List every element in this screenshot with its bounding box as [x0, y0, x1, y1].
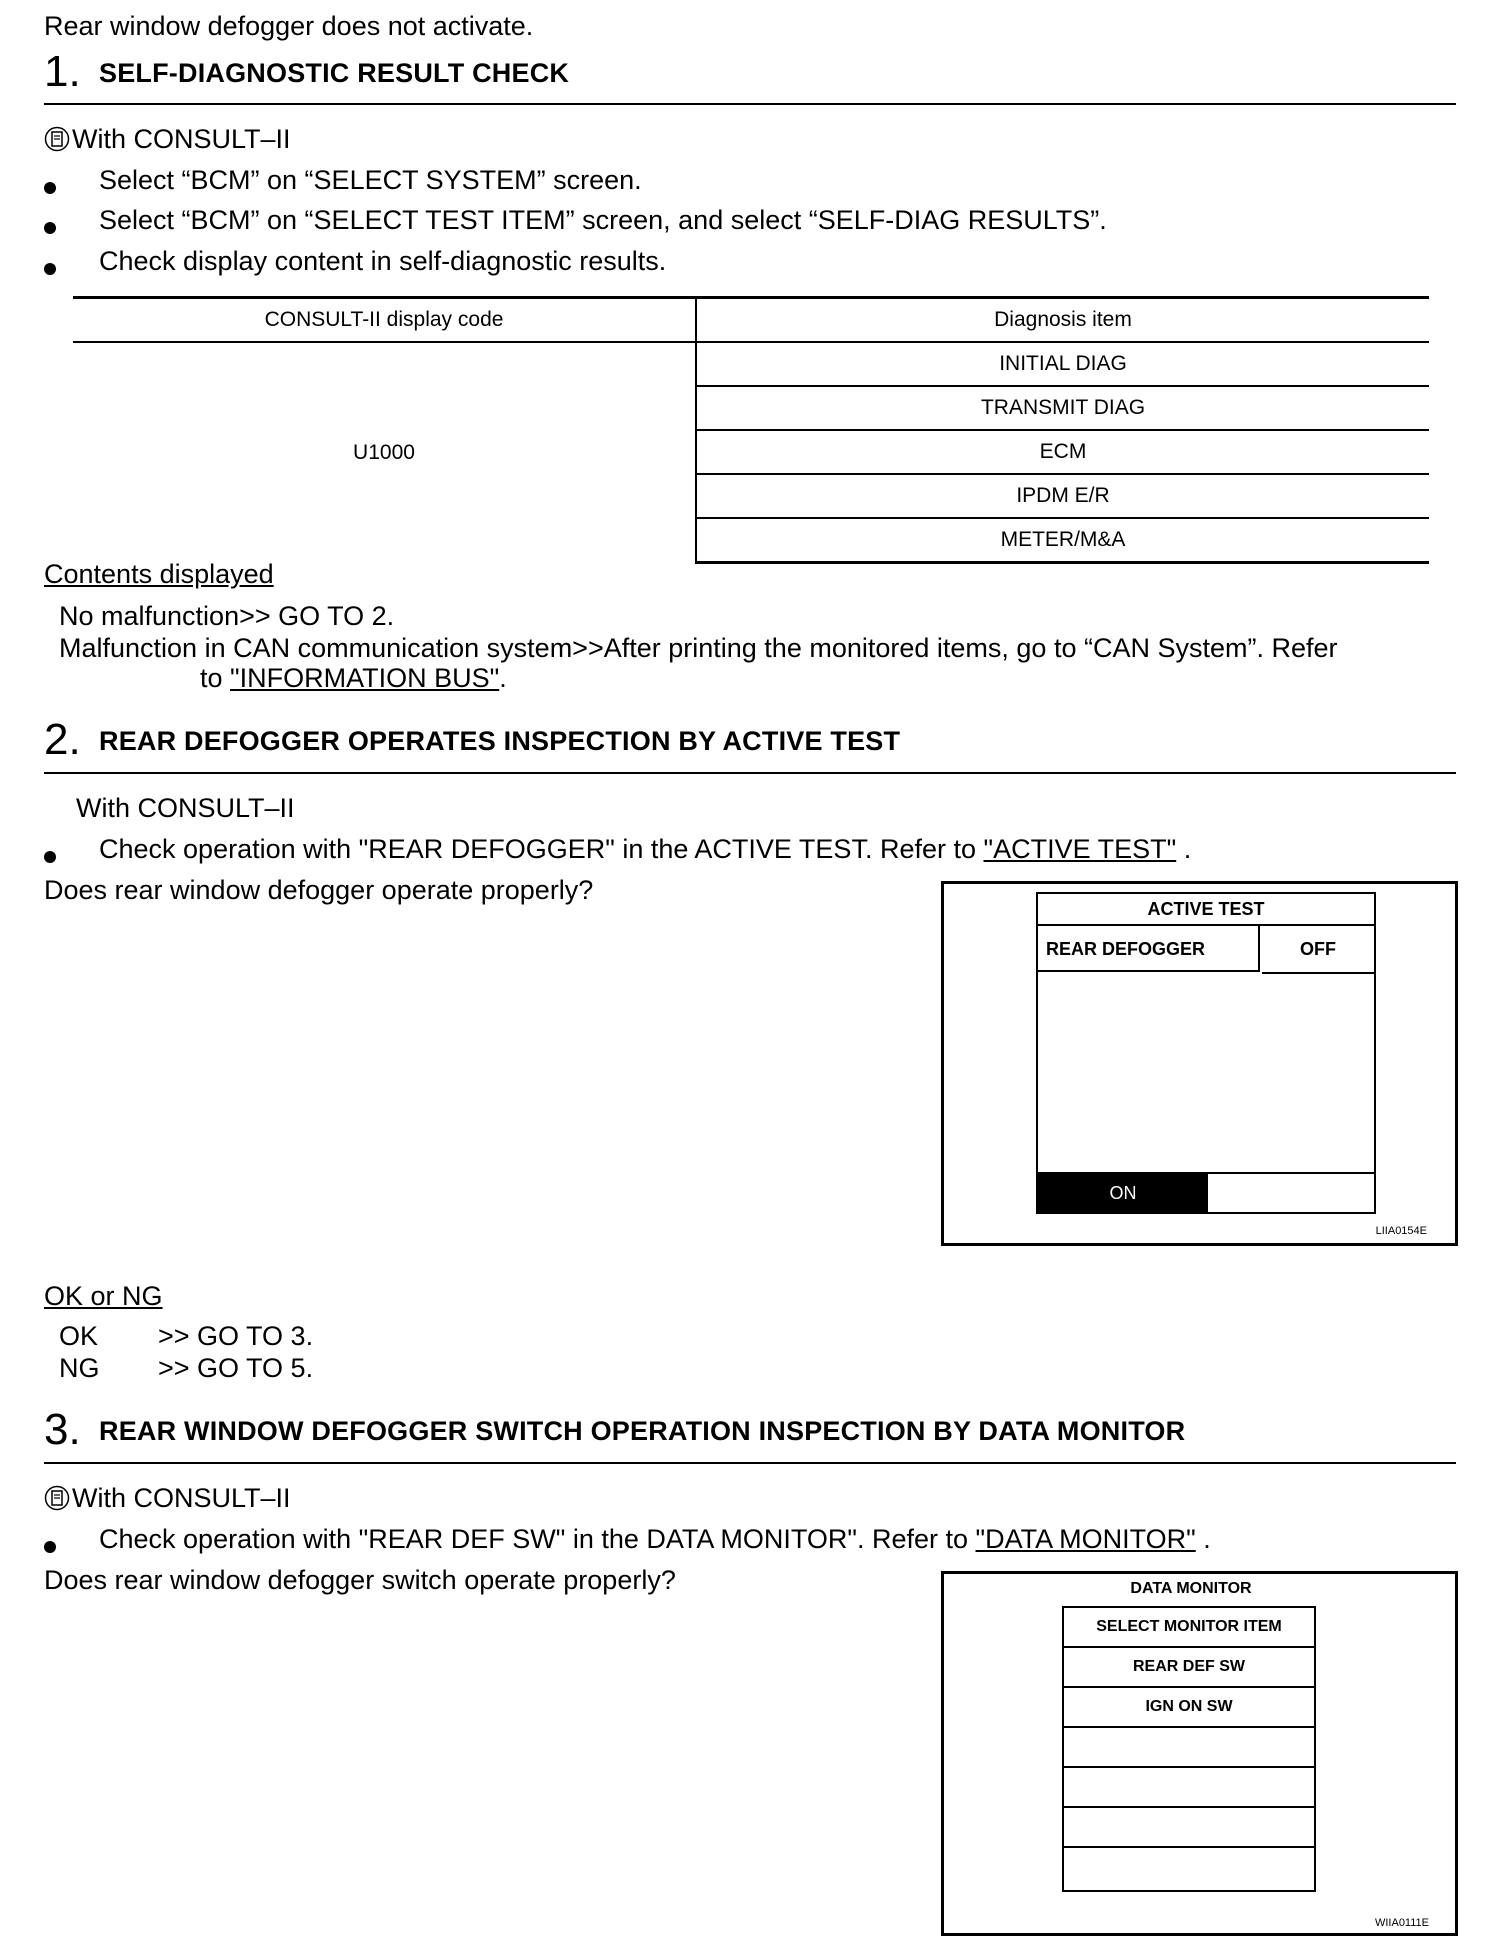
section-3-number: 3. — [44, 1405, 81, 1454]
monitor-row-empty — [1064, 1728, 1314, 1768]
section-3-question: Does rear window defogger switch operate properly? — [44, 1565, 676, 1595]
diagnosis-table — [73, 296, 1429, 564]
section-3-title: REAR WINDOW DEFOGGER SWITCH OPERATION INSPECTION BY DATA MONITOR — [99, 1416, 1186, 1446]
section-2-bullet — [99, 833, 1191, 865]
section-3-rule — [44, 1462, 1456, 1464]
ok-or-ng-heading: OK or NG — [44, 1281, 163, 1311]
monitor-row-rear-def-sw[interactable]: REAR DEF SW — [1064, 1648, 1314, 1688]
bullet-dot — [44, 1541, 56, 1553]
monitor-row-empty — [1064, 1808, 1314, 1848]
data-monitor-screen — [1062, 1606, 1316, 1892]
section-1-rule — [44, 103, 1456, 105]
consult-icon — [44, 126, 70, 152]
ok-label: OK — [59, 1321, 99, 1351]
table-cell-item: METER/M&A — [696, 518, 1429, 563]
section-1-tool-label: With CONSULT–II — [72, 124, 291, 154]
active-test-link[interactable]: "ACTIVE TEST" — [983, 834, 1177, 864]
section-2-bullet-end: . — [1176, 834, 1192, 864]
table-header-item: Diagnosis item — [696, 298, 1429, 343]
figure-id: LIIA0154E — [1375, 1225, 1427, 1237]
data-monitor-figure — [941, 1571, 1458, 1936]
section-3-bullet-end: . — [1195, 1524, 1211, 1554]
result-ref-prefix: to — [200, 663, 231, 693]
monitor-row-select-item[interactable]: SELECT MONITOR ITEM — [1064, 1608, 1314, 1648]
table-header-code: CONSULT-II display code — [73, 298, 696, 343]
bullet-dot — [44, 851, 56, 863]
section-1-tool-line — [44, 123, 291, 155]
bullet-dot — [44, 263, 56, 275]
figure-id: WIIA0111E — [1374, 1917, 1429, 1929]
section-2-rule — [44, 772, 1456, 774]
section-3-bullet — [99, 1523, 1211, 1555]
section-3-bullet-text: Check operation with "REAR DEF SW" in the DATA MONITOR". Refer to — [99, 1524, 976, 1554]
bullet-dot — [44, 222, 56, 234]
result-no-malfunction: No malfunction>> GO TO 2. — [59, 601, 395, 631]
table-cell-item: ECM — [696, 430, 1429, 474]
data-monitor-link[interactable]: "DATA MONITOR" — [975, 1524, 1196, 1554]
ng-label: NG — [59, 1353, 100, 1383]
section-2-number: 2. — [44, 715, 81, 764]
monitor-row-ign-on-sw[interactable]: IGN ON SW — [1064, 1688, 1314, 1728]
ng-action: >> GO TO 5. — [158, 1353, 314, 1383]
result-ref-end: . — [499, 663, 507, 693]
table-header-row — [73, 298, 1429, 343]
section-3-tool-line — [44, 1482, 291, 1514]
result-malfunction-ref — [200, 662, 507, 694]
intro-text: Rear window defogger does not activate. — [44, 11, 534, 41]
table-cell-item: IPDM E/R — [696, 474, 1429, 518]
section-1-bullet-1: Select “BCM” on “SELECT SYSTEM” screen. — [99, 165, 642, 195]
section-2-tool-label: With CONSULT–II — [76, 793, 295, 823]
table-cell-item: INITIAL DIAG — [696, 342, 1429, 386]
active-test-header: ACTIVE TEST — [1038, 894, 1374, 926]
ok-action: >> GO TO 3. — [158, 1321, 314, 1351]
monitor-row-empty — [1064, 1768, 1314, 1808]
section-2-title: REAR DEFOGGER OPERATES INSPECTION BY ACTIVE TEST — [99, 726, 901, 756]
result-malfunction: Malfunction in CAN communication system>>After printing the monitored items, go to “CAN System”. Refer — [59, 633, 1338, 663]
section-1-number: 1. — [44, 47, 81, 96]
active-test-on-button[interactable]: ON — [1038, 1174, 1208, 1212]
table-cell-item: TRANSMIT DIAG — [696, 386, 1429, 430]
section-2-bullet-text: Check operation with "REAR DEFOGGER" in the ACTIVE TEST. Refer to — [99, 834, 984, 864]
table-row — [73, 342, 1429, 386]
active-test-screen — [1036, 892, 1376, 1214]
active-test-figure — [941, 881, 1458, 1246]
section-3-tool-label: With CONSULT–II — [72, 1483, 291, 1513]
section-1-bullet-3: Check display content in self-diagnostic results. — [99, 246, 667, 276]
table-cell-code: U1000 — [73, 342, 696, 563]
bullet-dot — [44, 182, 56, 194]
section-1-bullet-2: Select “BCM” on “SELECT TEST ITEM” screen, and select “SELF-DIAG RESULTS”. — [99, 205, 1107, 235]
information-bus-link[interactable]: "INFORMATION BUS" — [230, 663, 500, 693]
active-test-value: OFF — [1262, 926, 1374, 974]
section-1-title: SELF-DIAGNOSTIC RESULT CHECK — [99, 58, 570, 88]
contents-displayed-heading: Contents displayed — [44, 559, 274, 589]
consult-icon — [44, 1485, 70, 1511]
data-monitor-title: DATA MONITOR — [1130, 1580, 1252, 1597]
section-2-question: Does rear window defogger operate properly? — [44, 875, 594, 905]
active-test-item: REAR DEFOGGER — [1038, 926, 1260, 972]
monitor-row-empty — [1064, 1848, 1314, 1886]
